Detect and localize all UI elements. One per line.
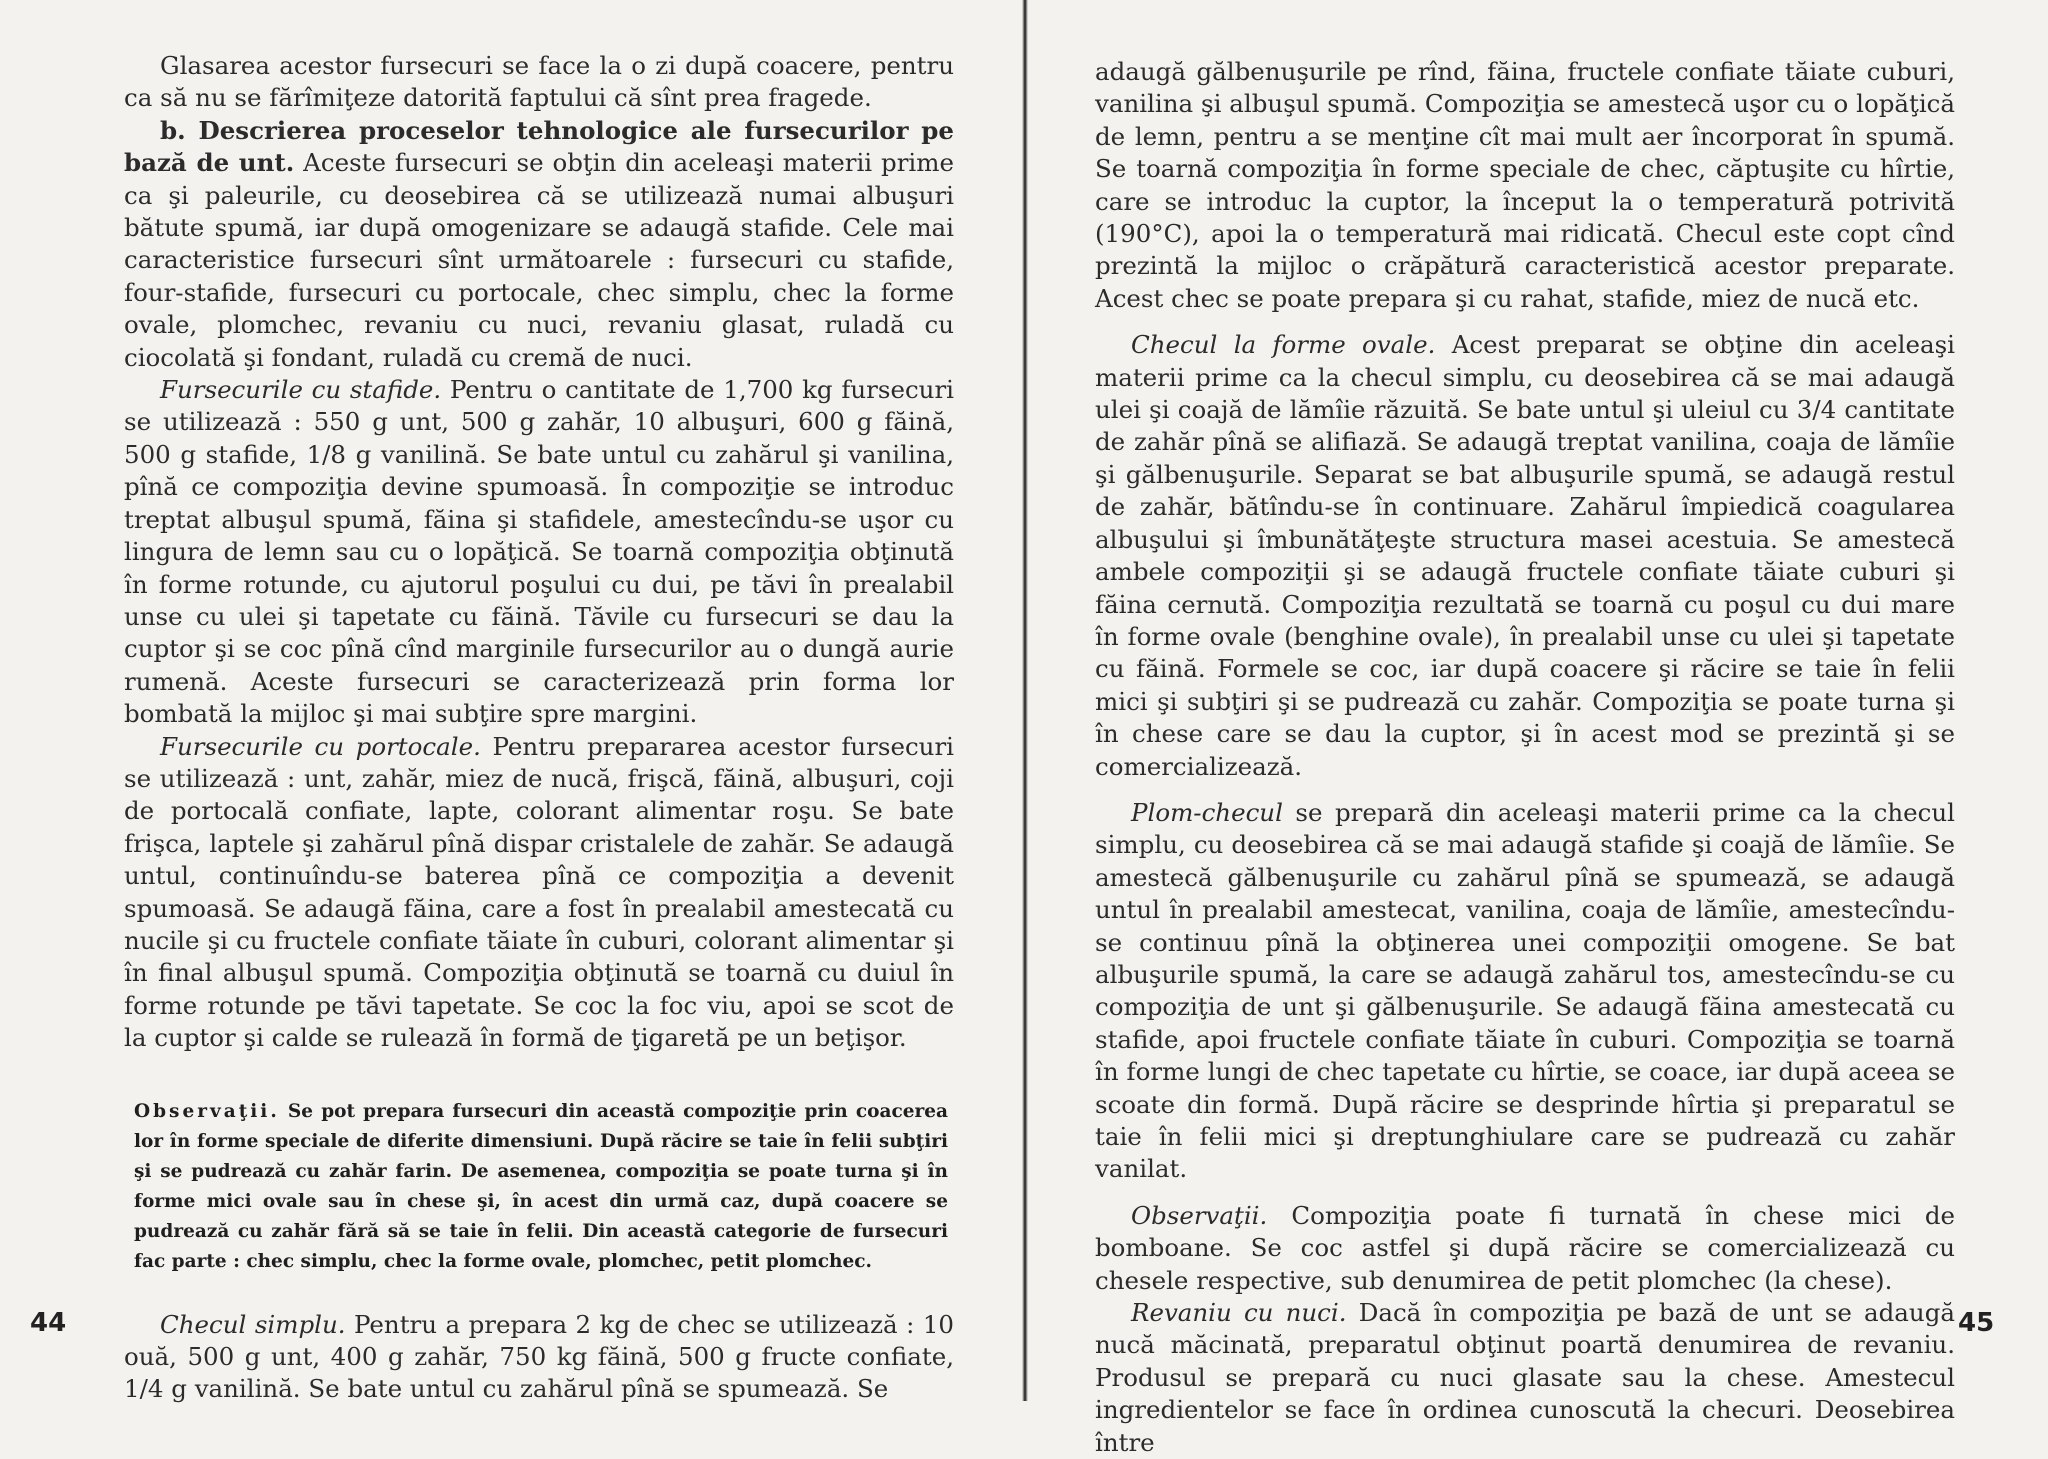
paragraph-text: se prepară din aceleaşi materii prime ca la checul simplu, cu deosebirea că se mai adaugă stafide şi coajă de lămîie. Se amestecă gălbenuşurile cu zahărul pînă se spumează, se adaugă untul în prealabil amestecat, vanilina, coaja de lămîie, amestecîndu-se continuu pînă la obţinerea unei compoziţii omogene. Se bat albuşurile spumă, la care se adaugă zahărul tos, amestecîndu-se cu compoziţia de unt şi gălbenuşurile. Se adaugă făina amestecată cu stafide, apoi fructele confiate tăiate în cuburi. Compoziţia se toarnă în forme lungi de chec tapetate cu hîrtie, se coace, iar după aceea se scoate din formă. După răcire se desprinde hîrtia şi preparatul se taie în felii mici şi dreptunghiulare care se pudrează cu zahăr vanilat.	[1095, 797, 1955, 1184]
note-label: Observaţii.	[134, 1100, 280, 1122]
left-paragraph-4	[124, 731, 954, 1055]
recipe-title: Checul simplu.	[160, 1309, 346, 1339]
recipe-title: Fursecurile cu portocale.	[160, 731, 481, 761]
paragraph-text: Compoziţia poate fi turnată în chese mici de bomboane. Se coc astfel şi după răcire se comercializează cu chesele respective, sub denumirea de petit plomchec (la chese).	[1095, 1200, 1955, 1295]
recipe-title: Revaniu cu nuci.	[1131, 1298, 1347, 1328]
left-paragraph-3	[124, 374, 954, 730]
page-number-left: 44	[30, 1308, 67, 1338]
recipe-title: Checul la forme ovale.	[1131, 330, 1436, 360]
note-label: Observaţii.	[1131, 1200, 1268, 1230]
page-number-right: 45	[1958, 1308, 1995, 1338]
paragraph-text: Acest preparat se obţine din aceleaşi materii prime ca la checul simplu, cu deosebirea că se mai adaugă ulei şi coajă de lămîie răzuită. Se bate untul şi uleiul cu 3/4 cantitate de zahăr pînă se alifiază. Se adaugă treptat vanilina, coaja de lămîie şi gălbenuşurile. Separat se bat albuşurile spumă, se adaugă restul de zahăr, bătîndu-se în continuare. Zahărul împiedică coagularea albuşului şi îmbunătăţeşte structura masei acestuia. Se amestecă ambele compoziţii şi se adaugă fructele confiate tăiate cuburi şi făina cernută. Compoziţia rezultată se toarnă cu poşul cu dui mare în forme ovale (benghine ovale), în prealabil unse cu ulei şi tapetate cu făină. Formele se coc, iar după coacere şi răcire se taie în felii mici şi subţiri şi se pudrează cu zahăr. Compoziţia se poate turna şi în chese care se dau la cuptor, şi în acest mod se prezintă şi se comercializează.	[1095, 330, 1955, 781]
right-paragraph-2	[1095, 329, 1955, 783]
right-paragraph-5	[1095, 1297, 1955, 1459]
paragraph-text: adaugă gălbenuşurile pe rînd, făina, fructele confiate tăiate cuburi, vanilina şi albuşul spumă. Compoziţia se amestecă uşor cu o lopăţică de lemn, pentru a se menţine cît mai mult aer încorporat în spumă. Se toarnă compoziţia în forme speciale de chec, căptuşite cu hîrtie, care se introduc la cuptor, la început la o temperatură potrivită (190°C), apoi la o temperatură mai ridicată. Checul este copt cînd prezintă la mijloc o crăpătură caracteristică acestor preparate. Acest chec se poate prepara şi cu rahat, stafide, miez de nucă etc.	[1095, 57, 1955, 313]
paragraph-text: Aceste fursecuri se obţin din aceleaşi materii prime ca şi paleurile, cu deosebirea că se utilizează numai albuşuri bătute spumă, iar după omogenizare se adaugă stafide. Cele mai caracteristice fursecuri sînt următoarele : fursecuri cu stafide, four-stafide, fursecuri cu portocale, chec simplu, chec la forme ovale, plomchec, revaniu cu nuci, revaniu glasat, ruladă cu ciocolată şi fondant, ruladă cu cremă de nuci.	[124, 148, 954, 372]
recipe-title: Plom-checul	[1131, 797, 1283, 827]
note-text: Se pot prepara fursecuri din această compoziţie prin coacerea lor în forme speciale de diferite dimensiuni. După răcire se taie în felii subţiri şi se pudrează cu zahăr farin. De asemenea, compoziţia se poate turna şi în forme mici ovale sau în chese şi, în acest din urmă caz, după coacere se pudrează cu zahăr fără să se taie în felii. Din această categorie de fursecuri fac parte : chec simplu, chec la forme ovale, plomchec, petit plomchec.	[134, 1100, 948, 1272]
paragraph-text: Pentru prepararea acestor fursecuri se utilizează : unt, zahăr, miez de nucă, frişcă, făină, albuşuri, coji de portocală confiate, lapte, colorant alimentar roşu. Se bate frişca, laptele şi zahărul pînă dispar cristalele de zahăr. Se adaugă untul, continuîndu-se baterea pînă ce compoziţia a devenit spumoasă. Se adaugă făina, care a fost în prealabil amestecată cu nucile şi cu fructele confiate tăiate în cuburi, colorant alimentar şi în final albuşul spumă. Compoziţia obţinută se toarnă cu duiul în forme rotunde pe tăvi tapetate. Se coc la foc viu, apoi se scot de la cuptor şi calde se rulează în formă de ţigaretă pe un beţişor.	[124, 731, 954, 1053]
observations-note	[134, 1097, 948, 1277]
paragraph-text: Dacă în compoziţia pe bază de unt se adaugă nucă măcinată, preparatul obţinut poartă denumirea de revaniu. Produsul se prepară cu nuci glasate sau la chese. Amestecul ingredientelor se face în ordinea cunoscută la checuri. Deosebirea între	[1095, 1298, 1955, 1457]
left-page	[124, 50, 954, 1406]
left-paragraph-1	[124, 50, 954, 115]
right-paragraph-4	[1095, 1200, 1955, 1297]
left-paragraph-5	[124, 1309, 954, 1406]
paragraph-text: Pentru o cantitate de 1,700 kg fursecuri se utilizează : 550 g unt, 500 g zahăr, 10 albuşuri, 600 g făină, 500 g stafide, 1/8 g vanilină. Se bate untul cu zahărul şi vanilina, pînă ce compoziţia devine spumoasă. În compoziţie se introduc treptat albuşul spumă, făina şi stafidele, amestecîndu-se uşor cu lingura de lemn sau cu o lopăţică. Se toarnă compoziţia obţinută în forme rotunde, cu ajutorul poşului cu dui, pe tăvi în prealabil unse cu ulei şi tapetate cu făină. Tăvile cu fursecuri se dau la cuptor şi se coc pînă cînd marginile fursecurilor au o dungă aurie rumenă. Aceste fursecuri se caracterizează prin forma lor bombată la mijloc şi mai subţire spre margini.	[124, 375, 954, 729]
right-page	[1095, 56, 1955, 1459]
paragraph-text: Glasarea acestor fursecuri se face la o zi după coacere, pentru ca să nu se fărîmiţeze datorită faptului că sînt prea fragede.	[124, 51, 954, 113]
left-paragraph-2	[124, 115, 954, 374]
section-heading: b. Descrierea proceselor tehnologice ale fursecurilor pe bază de unt.	[124, 115, 954, 178]
paragraph-text: Pentru a prepara 2 kg de chec se utilizează : 10 ouă, 500 g unt, 400 g zahăr, 750 kg făină, 500 g fructe confiate, 1/4 g vanilină. Se bate untul cu zahărul pînă se spumează. Se	[124, 1309, 954, 1404]
right-paragraph-1	[1095, 56, 1955, 315]
right-paragraph-3	[1095, 797, 1955, 1186]
book-spine	[1022, 0, 1028, 1401]
recipe-title: Fursecurile cu stafide.	[160, 375, 442, 405]
